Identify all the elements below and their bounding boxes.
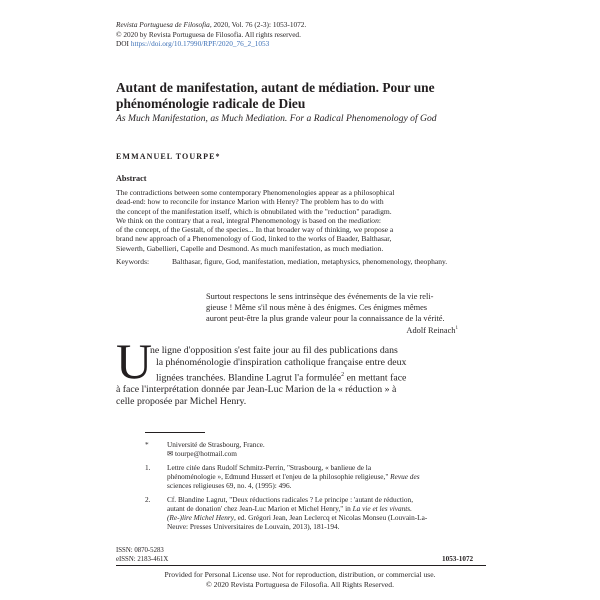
abstract-line: The contradictions between some contemporary Phenomenologies appear as a philosophical bbox=[116, 188, 395, 197]
body-line-text: lignées tranchées. Blandine Lagrut l'a formulée bbox=[156, 372, 342, 384]
epigraph-author: Adolf Reinach bbox=[406, 326, 456, 336]
citation-line bbox=[116, 20, 306, 30]
body-line: à face l'interprétation donnée par Jean-Luc Marion de la « réduction » à bbox=[116, 384, 397, 396]
footnote-italic: Revue des bbox=[390, 472, 420, 481]
body-line-text: en mettant face bbox=[344, 372, 407, 384]
abstract-line: of the concept, of the Gestalt, of the species... In that broader way of thinking, we propose a bbox=[116, 225, 394, 235]
body-line: ne ligne d'opposition s'est faite jour au fil des publications dans bbox=[150, 345, 398, 356]
epigraph-attribution bbox=[206, 324, 458, 337]
footnote-line: Université de Strasbourg, France. bbox=[167, 440, 265, 449]
body-line: celle proposée par Michel Henry. bbox=[116, 396, 247, 408]
article-title: Autant de manifestation, autant de médiation. Pour une phénoménologie radicale de Dieu bbox=[116, 80, 435, 111]
footnote-italic: La vie et les vivants. bbox=[352, 504, 412, 513]
footer-divider bbox=[116, 565, 486, 566]
epigraph-line: auront peut-être la plus grande valeur pour la connaissance de la vérité. bbox=[206, 313, 445, 323]
issn: ISSN: 0870-5283 bbox=[116, 547, 164, 554]
abstract-colon: : bbox=[378, 215, 381, 225]
journal-name: Revista Portuguesa de Filosofia bbox=[116, 20, 210, 29]
abstract-line-text: We think on the contrary that a real, integral Phenomenology is based on the bbox=[116, 215, 349, 225]
footnote-divider bbox=[145, 432, 205, 433]
email-link[interactable]: ✉ tourpe@hotmail.com bbox=[167, 449, 237, 458]
footnote bbox=[145, 440, 485, 458]
abstract-line bbox=[116, 216, 486, 225]
body-line bbox=[156, 369, 478, 384]
drop-cap: U bbox=[116, 333, 153, 389]
footnote-italic: (Re-)lire Michel Henry bbox=[167, 513, 234, 522]
doi-label: DOI bbox=[116, 39, 129, 49]
body-line: la phénoménologie d'inspiration catholique française entre deux bbox=[156, 357, 407, 368]
doi-link[interactable]: https://doi.org/10.17990/RPF/2020_76_2_1053 bbox=[130, 39, 270, 49]
epigraph bbox=[206, 292, 458, 337]
license-line: Provided for Personal License use. Not for reproduction, distribution, or commercial use. bbox=[164, 570, 436, 579]
footnote-line bbox=[167, 504, 485, 513]
footnote bbox=[145, 463, 485, 490]
footnote-line-text: autant de donation' chez Jean-Luc Marion et Michel Henry," in bbox=[167, 504, 353, 513]
publication-header bbox=[116, 20, 306, 49]
footnote-ref[interactable]: 1 bbox=[455, 326, 458, 332]
abstract-line: brand new approach of a Phenomenology of God, linked to the works of Baader, Balthasar, bbox=[116, 234, 392, 244]
abstract-line: dead-end: how to reconcile for instance Marion with Henry? The problem has to do with bbox=[116, 197, 384, 207]
footnote-line-text: phénoménologie », Edmund Husserl et l'enjeu de la philosophie religieuse," bbox=[167, 472, 391, 481]
footnote-line: sciences religieuses 69, no. 4, (1995): 496. bbox=[167, 481, 292, 490]
license-notice bbox=[0, 570, 600, 589]
keywords-text: Balthasar, figure, God, manifestation, mediation, metaphysics, phenomenology, theophany. bbox=[172, 257, 448, 266]
abstract-italic: mediation bbox=[348, 215, 379, 225]
page-range: 1053-1072 bbox=[442, 555, 474, 563]
author-name: EMMANUEL TOURPE* bbox=[116, 152, 221, 161]
body-paragraph bbox=[116, 345, 478, 408]
footnote-line bbox=[167, 513, 485, 522]
footnote-mark: 2. bbox=[145, 495, 151, 504]
footnote-mark: 1. bbox=[145, 463, 151, 472]
epigraph-line: gieuse ! Même s'il nous mène à des énigmes. Ces énigmes mêmes bbox=[206, 302, 428, 312]
footnote-line: Neuve: Presses Universitaires de Louvain, 2013), 181-194. bbox=[167, 522, 340, 531]
doi-line bbox=[116, 39, 306, 49]
keywords-label: Keywords: bbox=[116, 257, 150, 266]
citation-details: , 2020, Vol. 76 (2-3): 1053-1072. bbox=[209, 20, 307, 29]
abstract-text bbox=[116, 188, 486, 253]
copyright-line: © 2020 by Revista Portuguesa de Filosofia. All rights reserved. bbox=[116, 29, 301, 39]
footnotes bbox=[145, 440, 485, 536]
eissn: eISSN: 2183-461X bbox=[116, 555, 169, 563]
footnote-line: Lettre citée dans Rudolf Schmitz-Perrin, "Strasbourg, « banlieue de la bbox=[167, 463, 372, 472]
abstract-heading: Abstract bbox=[116, 174, 147, 183]
abstract-line: the concept of the manifestation itself, which is obnubilated with the "reduction" paradigm. bbox=[116, 206, 392, 216]
license-line: © 2020 Revista Portuguesa de Filosofia. All Rights Reserved. bbox=[205, 579, 394, 589]
footnote-line bbox=[167, 472, 485, 481]
epigraph-line: Surtout respectons le sens intrinsèque des événements de la vie reli- bbox=[206, 292, 434, 301]
footnote-mark: * bbox=[145, 440, 149, 449]
footnote-line: Cf. Blandine Lagrut, "Deux réductions radicales ? Le principe : 'autant de réduction, bbox=[167, 495, 414, 504]
footnote bbox=[145, 495, 485, 531]
article-subtitle: As Much Manifestation, as Much Mediation. For a Radical Phenomenology of God bbox=[116, 113, 437, 124]
issn-block bbox=[116, 547, 168, 564]
footnote-line-text: , ed. Grégori Jean, Jean Leclercq et Nicolas Monseu (Louvain-La- bbox=[234, 513, 428, 522]
abstract-line: Siewerth, Gabellieri, Capelle and Desmond. As much manifestation, as much mediation. bbox=[116, 243, 384, 253]
footnote-ref[interactable]: 2 bbox=[341, 372, 345, 378]
